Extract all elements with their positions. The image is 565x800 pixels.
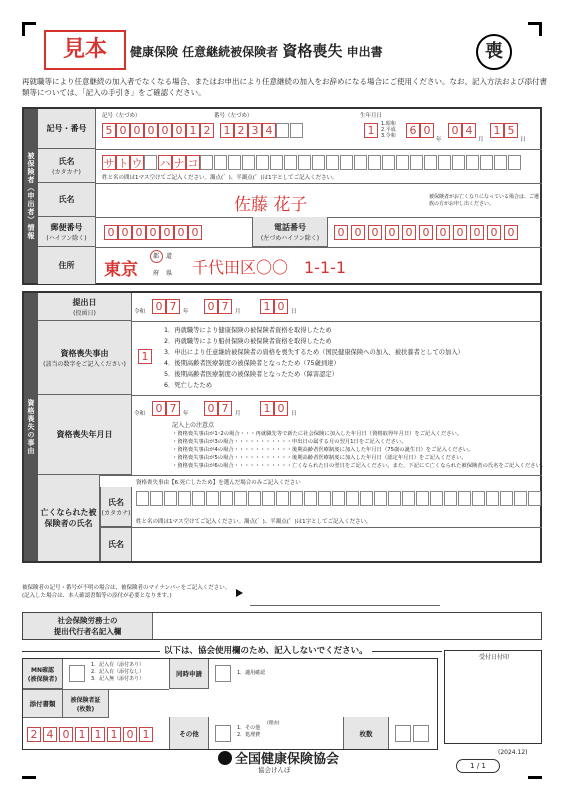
deceased-kana-box[interactable]	[276, 491, 289, 506]
registration-mark	[528, 776, 542, 779]
kigo-digit-box[interactable]: 0	[144, 123, 158, 138]
form-badge: 喪	[476, 34, 512, 70]
version-text: (2024.12)	[498, 749, 528, 756]
mn-box	[69, 665, 85, 682]
deceased-kana-label-text: 氏名	[108, 497, 124, 507]
phone-digit-box[interactable]: 0	[436, 225, 450, 240]
kana-char-box[interactable]	[508, 155, 521, 170]
kana-char-box[interactable]	[368, 155, 381, 170]
name-label	[38, 183, 96, 217]
page-indicator-text: 1 / 1	[470, 762, 486, 770]
name-field[interactable]: 佐藤 花子	[234, 195, 308, 215]
postal-digit-box[interactable]: 0	[160, 225, 174, 240]
sample-stamp: 見本	[44, 30, 126, 70]
birth-month-box[interactable]: 0	[448, 123, 462, 138]
note-item: ・資格喪失事由が3の場合・・・・・・・・・・・申出日の属する月の翌月1日をご記入ください。	[172, 439, 407, 445]
deceased-kana-box[interactable]	[528, 491, 541, 506]
note-item: ・資格喪失事由が6の場合・・・・・・・・・・・亡くなられた日の翌日をご記入ください。また、下記にて亡くなられた被保険者の氏名をご記入ください。	[172, 463, 547, 469]
deceased-note: 姓と名の間は1マス空けてご記入ください。濁点(゛)、半濁点(゜)は1字としてご記入ください。	[136, 519, 372, 525]
kana-char-box[interactable]: ト	[117, 156, 129, 170]
simultaneous-label	[169, 659, 209, 689]
birth-day-box[interactable]: 5	[504, 123, 518, 138]
kana-char-box[interactable]	[396, 155, 409, 170]
mn-label-text: MN確認 (被保険者)	[27, 666, 58, 683]
reason-item: 3．申出により任意継続被保険者の資格を喪失するため（国民健康保険への加入、被扶養者としての加入）	[164, 349, 464, 356]
kana-char-box[interactable]	[452, 155, 465, 170]
kana-char-box[interactable]	[284, 155, 297, 170]
receipt-label: 受付日付印	[479, 654, 510, 661]
kana-char-box[interactable]	[270, 155, 283, 170]
reason-item: 6．死亡したため	[164, 382, 213, 389]
month-digit-box[interactable]: 0	[204, 401, 218, 416]
kana-char-box[interactable]: ナ	[173, 156, 185, 170]
birth-month-box[interactable]: 4	[462, 123, 476, 138]
phone-digit-box[interactable]: 0	[487, 225, 501, 240]
deceased-kana-box[interactable]	[444, 491, 457, 506]
reason-code-box[interactable]: 1	[138, 349, 152, 364]
kana-note: 姓と名の間は1マス空けてご記入ください。濁点(゛)、半濁点(゜)は1字としてご記入ください。	[102, 175, 338, 181]
deceased-kana-box[interactable]	[136, 491, 149, 506]
deceased-kana-box[interactable]	[486, 491, 499, 506]
deceased-kana-box[interactable]	[388, 491, 401, 506]
bango-digit-box[interactable]	[290, 123, 303, 138]
deceased-kana-box[interactable]	[192, 491, 205, 506]
year-digit-box[interactable]: 7	[166, 401, 180, 416]
birth-day-box[interactable]: 1	[490, 123, 504, 138]
postal-label-sub: (ハイフン除く)	[46, 234, 87, 242]
year-unit: 年	[183, 411, 189, 417]
title-suffix: 申出書	[346, 45, 383, 59]
kigo-digit-box[interactable]: 1	[186, 123, 200, 138]
deceased-kana-box[interactable]	[318, 491, 331, 506]
org-sub: 協会けんぽ	[258, 766, 291, 774]
era-unit: 令和	[134, 411, 146, 417]
deceased-kana-box[interactable]	[304, 491, 317, 506]
mynumber-note: 被保険者の記号・番号が不明の場合は、被保険者のマイナンバーをご記入ください。 (記入した場合は、本人確認書類等の添付が必要となります。)	[22, 585, 231, 599]
reason-item: 5．後期高齢者医療制度の被保険者となったため（障害認定）	[164, 371, 339, 378]
kigo-caption: 記号（左づめ）	[102, 113, 141, 119]
card-label	[63, 690, 109, 718]
month-unit: 月	[235, 309, 241, 315]
deceased-kana-box[interactable]	[290, 491, 303, 506]
kana-char-box[interactable]	[438, 155, 451, 170]
phone-label	[252, 217, 328, 247]
kigo-digit-box[interactable]: 0	[116, 123, 130, 138]
phone-label-text: 電話番号	[274, 222, 306, 232]
deceased-kana-box[interactable]	[220, 491, 233, 506]
intro-text: 再就職等により任意継続の加入者でなくなる場合、またはお申出により任意継続の加入をお辞めになる場合にご使用ください。なお、記入方法および添付書類等については、「記入の手引き」をご確認ください。	[22, 77, 547, 97]
office-header	[160, 644, 372, 656]
simultaneous-label-text: 同時申請	[176, 670, 202, 678]
year-digit-box[interactable]: 7	[166, 299, 180, 314]
other-label	[169, 717, 209, 749]
reason-caption: (理由)	[267, 721, 280, 726]
prefecture-field[interactable]: 東京	[104, 260, 138, 280]
era-option: 3.令和	[381, 133, 396, 139]
registration-mark	[22, 776, 36, 779]
office-code-box[interactable]: 4	[43, 727, 57, 742]
office-code-box[interactable]: 2	[27, 727, 41, 742]
deceased-label-text: 亡くなられた被保険者の氏名	[40, 508, 97, 528]
office-code-box[interactable]: 0	[123, 727, 137, 742]
day-digit-box[interactable]: 0	[274, 401, 288, 416]
bango-digit-box[interactable]: 1	[220, 123, 234, 138]
phone-digit-box[interactable]: 0	[402, 225, 416, 240]
birth-caption: 生年月日	[360, 113, 383, 119]
postal-digit-box[interactable]: 0	[132, 225, 146, 240]
other-label-text: その他	[179, 729, 199, 738]
note-item: ・資格喪失事由が1･2の場合・・・再就職先等で新たに社会保険に加入した年月日（資格取得年月日）をご記入ください。	[172, 431, 463, 437]
kana-char-box[interactable]	[298, 155, 311, 170]
phone-digit-box[interactable]: 0	[453, 225, 467, 240]
agent-label-text: 社会保険労務士の 提出代行者名記入欄	[53, 616, 122, 636]
id-label-text: 記号・番号	[46, 124, 87, 133]
kana-char-box[interactable]	[466, 155, 479, 170]
postal-label	[38, 217, 96, 247]
month-unit: 月	[235, 411, 241, 417]
office-code-box[interactable]: 0	[59, 727, 73, 742]
registration-mark	[539, 22, 542, 36]
deceased-kana-label	[100, 487, 132, 527]
id-label	[38, 109, 96, 149]
kana-char-box[interactable]	[424, 155, 437, 170]
name-label-text: 氏名	[58, 195, 75, 204]
day-digit-box[interactable]: 1	[260, 299, 274, 314]
deceased-kana-box[interactable]	[234, 491, 247, 506]
phone-digit-box[interactable]: 0	[419, 225, 433, 240]
arrow-right-icon	[236, 589, 243, 597]
postal-digit-box[interactable]: 0	[118, 225, 132, 240]
reason-label-sub: (該当の数字をご記入ください)	[43, 360, 126, 368]
reason-label-text: 資格喪失事由	[60, 348, 109, 358]
kana-char-box[interactable]	[144, 155, 157, 170]
month-digit-box[interactable]: 0	[204, 299, 218, 314]
card-label-text: 被保険者証 (枚数)	[70, 696, 101, 713]
address-label	[38, 247, 96, 284]
reason-item: 2．再就職等により船員保険の被保険者資格を取得したため	[164, 338, 332, 345]
bango-digit-box[interactable]: 4	[262, 123, 276, 138]
count-label	[343, 717, 389, 749]
count-label-text: 枚数	[359, 729, 373, 738]
kigo-digit-box[interactable]: 0	[172, 123, 186, 138]
kana-char-box[interactable]	[326, 155, 339, 170]
prefecture-fu-unit: 府	[153, 270, 160, 277]
deceased-kana-box[interactable]	[248, 491, 261, 506]
phone-digit-box[interactable]: 0	[504, 225, 518, 240]
deceased-kana-box[interactable]	[500, 491, 513, 506]
simultaneous-option: 1．適用確認	[237, 670, 266, 676]
kana-char-box[interactable]: ウ	[131, 156, 143, 170]
kigo-digit-box[interactable]: 5	[102, 123, 116, 138]
address-label-text: 住所	[58, 261, 75, 270]
deceased-kana-label-sub: (カタカナ)	[101, 509, 131, 517]
kana-label-text: 氏名	[58, 156, 75, 166]
office-grid	[22, 658, 438, 750]
reason-item: 1．再就職等により健康保険の被保険者資格を取得したため	[164, 327, 332, 334]
phone-digit-box[interactable]: 0	[368, 225, 382, 240]
bango-digit-box[interactable]: 2	[234, 123, 248, 138]
insured-section	[22, 107, 542, 285]
year-unit: 年	[183, 309, 189, 315]
deceased-kana-box[interactable]	[360, 491, 373, 506]
attach-label	[23, 690, 63, 718]
submit-label-sub: (投函日)	[73, 309, 96, 317]
insured-sidebar: 被保険者（申出者）情報	[24, 109, 38, 283]
prefecture-ken-unit: 県	[166, 270, 173, 277]
kana-char-box[interactable]	[340, 155, 353, 170]
deceased-caption: 資格喪失事由【6.死亡したため】を選んだ場合のみご記入ください	[136, 480, 301, 486]
birth-year-box[interactable]: 0	[420, 123, 434, 138]
office-code-box[interactable]: 1	[107, 727, 121, 742]
bango-caption: 番号（左づめ）	[214, 113, 253, 119]
submit-label	[38, 293, 132, 321]
loss-date-label	[38, 395, 132, 475]
deceased-kana-box[interactable]	[416, 491, 429, 506]
deceased-kana-box[interactable]	[178, 491, 191, 506]
era-code-box[interactable]: 1	[364, 123, 378, 138]
kana-char-box[interactable]: コ	[187, 156, 199, 170]
year-digit-box[interactable]: 0	[152, 299, 166, 314]
phone-digit-box[interactable]: 0	[351, 225, 365, 240]
prefecture-to-unit: 都	[153, 253, 160, 260]
postal-digit-box[interactable]: 0	[104, 225, 118, 240]
year-digit-box[interactable]: 0	[152, 401, 166, 416]
deceased-name-label-text: 氏名	[108, 539, 124, 549]
birth-year-box[interactable]: 6	[406, 123, 420, 138]
reason-item: 4．後期高齢者医療制度の被保険者となったため（75歳到達）	[164, 360, 340, 367]
note-item: ・資格喪失事由が4の場合・・・・・・・・・・・後期高齢者医療制度に加入した年月日（75歳の誕生日）をご記入ください。	[172, 447, 474, 453]
deceased-kana-box[interactable]	[262, 491, 275, 506]
day-unit: 日	[520, 137, 526, 143]
kana-char-box[interactable]	[382, 155, 395, 170]
deceased-kana-box[interactable]	[402, 491, 415, 506]
postal-digit-box[interactable]: 0	[146, 225, 160, 240]
agent-label	[23, 613, 153, 639]
receipt-stamp-box	[444, 650, 542, 744]
month-digit-box[interactable]: 7	[218, 401, 232, 416]
day-digit-box[interactable]: 0	[274, 299, 288, 314]
day-digit-box[interactable]: 1	[260, 401, 274, 416]
title-prefix: 健康保険 任意継続被保険者	[130, 45, 279, 59]
logo-icon	[218, 751, 232, 765]
kana-char-box[interactable]	[494, 155, 507, 170]
attach-label-text: 添付書類	[29, 700, 56, 708]
org-name: 全国健康保険協会	[235, 752, 340, 767]
deceased-label	[38, 475, 100, 561]
agent-box	[22, 612, 542, 640]
kana-char-box[interactable]	[242, 155, 255, 170]
submit-label-text: 提出日	[72, 297, 97, 307]
deceased-kana-box[interactable]	[164, 491, 177, 506]
kana-char-box[interactable]	[480, 155, 493, 170]
other-options: 1．その他 2．処理費	[237, 725, 261, 738]
office-code-box[interactable]: 1	[75, 727, 89, 742]
day-unit: 日	[291, 309, 297, 315]
month-unit: 月	[478, 137, 484, 143]
deceased-kana-box[interactable]	[430, 491, 443, 506]
era-unit: 令和	[134, 309, 146, 315]
notes-title: 記入上の注意点	[172, 422, 215, 429]
mynumber-line[interactable]	[250, 605, 440, 606]
phone-digit-box[interactable]: 0	[470, 225, 484, 240]
kana-char-box[interactable]	[214, 155, 227, 170]
mn-label	[23, 659, 63, 689]
kana-char-box[interactable]: サ	[103, 156, 115, 170]
loss-date-label-text: 資格喪失年月日	[56, 430, 113, 439]
kigo-digit-box[interactable]: 0	[130, 123, 144, 138]
kana-char-box[interactable]	[200, 155, 213, 170]
loss-sidebar: 資格喪失の事由	[24, 293, 38, 561]
postal-digit-box[interactable]: 0	[174, 225, 188, 240]
office-code-box[interactable]: 1	[91, 727, 105, 742]
kana-char-box[interactable]	[256, 155, 269, 170]
kigo-digit-box[interactable]: 2	[200, 123, 214, 138]
count-box	[413, 725, 429, 742]
era-option: 2.平成	[381, 127, 396, 133]
kana-char-box[interactable]	[228, 155, 241, 170]
deceased-kana-box[interactable]	[332, 491, 345, 506]
loss-section	[22, 291, 547, 563]
deceased-kana-box[interactable]	[514, 491, 527, 506]
mn-options: 1．記入有（添付あり） 2．記入有（添付なし） 3．記入無（添付あり）	[91, 662, 145, 682]
deceased-kana-box[interactable]	[150, 491, 163, 506]
divider	[100, 527, 542, 528]
count-box	[395, 725, 411, 742]
office-code-box[interactable]: 1	[139, 727, 153, 742]
kana-char-box[interactable]	[410, 155, 423, 170]
divider	[38, 183, 542, 184]
deceased-kana-box[interactable]	[472, 491, 485, 506]
postal-digit-box[interactable]: 0	[188, 225, 202, 240]
divider	[38, 149, 542, 150]
address-field[interactable]: 千代田区〇〇 1-1-1	[192, 258, 347, 277]
era-options	[381, 121, 396, 139]
phone-label-sub: (左づめハイフン除く)	[260, 234, 320, 242]
postal-label-text: 郵便番号	[50, 222, 83, 232]
office-header-text: 以下は、協会使用欄のため、記入しないでください。	[164, 646, 368, 656]
divider	[38, 475, 542, 476]
deceased-name-label	[100, 527, 132, 561]
other-box	[215, 725, 231, 742]
name-note: 被保険者がお亡くなりになっている場合は、ご遺族の方がお申し出ください。	[429, 194, 540, 207]
divider	[38, 247, 542, 248]
era-option: 1.昭和	[381, 121, 396, 127]
kana-label-sub: (カタカナ)	[52, 168, 81, 176]
kana-label	[38, 149, 96, 183]
kana-char-box[interactable]	[354, 155, 367, 170]
kana-char-box[interactable]	[312, 155, 325, 170]
kigo-digit-box[interactable]: 0	[158, 123, 172, 138]
title-main: 資格喪失	[282, 42, 343, 60]
phone-digit-box[interactable]: 0	[385, 225, 399, 240]
month-digit-box[interactable]: 7	[218, 299, 232, 314]
deceased-kana-box[interactable]	[458, 491, 471, 506]
bango-digit-box[interactable]: 3	[248, 123, 262, 138]
form-title	[130, 40, 383, 61]
page-indicator	[456, 759, 500, 773]
note-item: ・資格喪失事由が5の場合・・・・・・・・・・・後期高齢者医療制度に加入した年月日（認定年月日）をご記入ください。	[172, 455, 467, 461]
day-unit: 日	[291, 411, 297, 417]
deceased-kana-box[interactable]	[374, 491, 387, 506]
deceased-kana-box[interactable]	[206, 491, 219, 506]
year-unit: 年	[436, 137, 442, 143]
bango-digit-box[interactable]	[276, 123, 289, 138]
prefecture-do-unit: 道	[166, 253, 173, 260]
reason-label	[38, 321, 132, 395]
phone-digit-box[interactable]: 0	[334, 225, 348, 240]
deceased-kana-box[interactable]	[346, 491, 359, 506]
registration-mark	[22, 22, 25, 36]
simultaneous-box	[215, 665, 231, 682]
kana-char-box[interactable]: ハ	[159, 156, 171, 170]
